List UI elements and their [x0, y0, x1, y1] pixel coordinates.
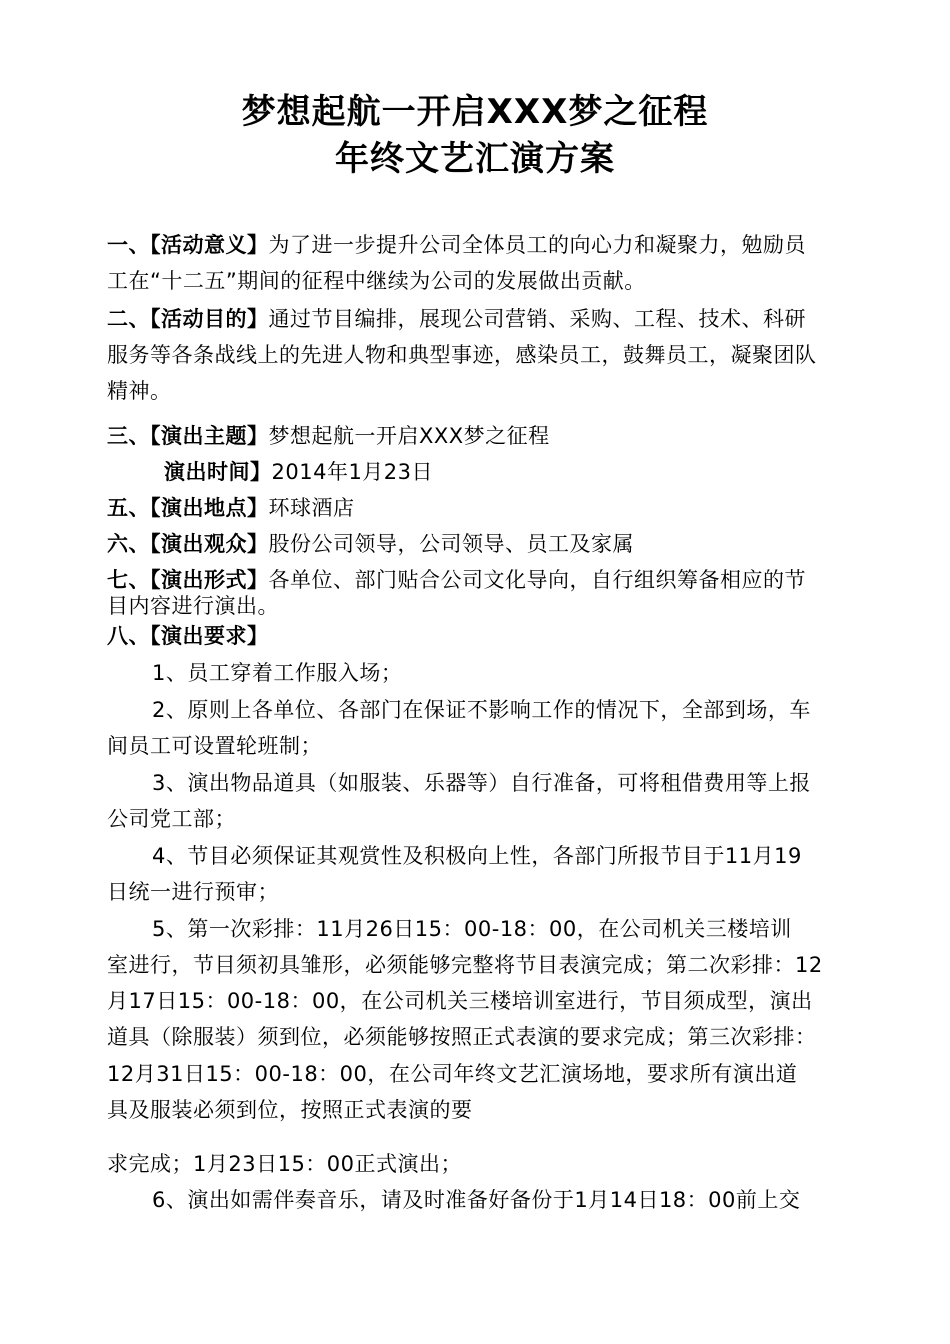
section-5-line: [107, 495, 355, 521]
section-7-label: 七、【演出形式】: [107, 568, 269, 592]
requirement-3-line-2: 公司党工部；: [107, 807, 236, 831]
section-3-label: 三、【演出主题】: [107, 424, 269, 448]
section-4-text: 2014年1月23日: [271, 460, 434, 484]
requirement-5-line-3: 月17日15：00-18：00，在公司机关三楼培训室进行，节目须成型，演出: [107, 989, 813, 1013]
section-5-label: 五、【演出地点】: [107, 496, 269, 520]
requirement-4-line-1: 4、节目必须保证其观赏性及积极向上性，各部门所报节目于11月19: [152, 844, 802, 868]
requirement-5-line-1: 5、第一次彩排：11月26日15：00-18：00，在公司机关三楼培训: [152, 917, 792, 941]
section-3-text: 梦想起航一开启XXX梦之征程: [268, 424, 550, 448]
requirement-2-line-1: 2、原则上各单位、各部门在保证不影响工作的情况下，全部到场，车: [152, 698, 811, 722]
requirement-6-line-1: 6、演出如需伴奏音乐，请及时准备好备份于1月14日18：00前上交: [152, 1188, 801, 1212]
section-8-label: 八、【演出要求】: [107, 624, 269, 648]
document-title: 梦想起航一开启XXX梦之征程: [241, 92, 709, 132]
requirement-5-line-4: 道具（除服装）须到位，必须能够按照正式表演的要求完成；第三次彩排：: [107, 1025, 817, 1049]
section-2-line-2: 服务等各条战线上的先进人物和典型事迹，感染员工，鼓舞员工，凝聚团队: [107, 343, 817, 367]
section-6-line: [107, 531, 634, 557]
section-1-line-2: 工在“十二五”期间的征程中继续为公司的发展做出贡献。: [107, 269, 646, 293]
requirement-2-line-2: 间员工可设置轮班制；: [107, 734, 322, 758]
document-subtitle: 年终文艺汇演方案: [335, 139, 615, 179]
requirement-3-line-1: 3、演出物品道具（如服装、乐器等）自行准备，可将租借费用等上报: [152, 771, 811, 795]
requirement-5-line-2: 室进行，节目须初具雏形，必须能够完整将节目表演完成；第二次彩排：12: [107, 953, 823, 977]
section-7-text: 各单位、部门贴合公司文化导向，自行组织筹备相应的节: [268, 568, 806, 592]
section-7-line-1: [107, 567, 806, 593]
section-2-line-3: 精神。: [107, 379, 172, 403]
section-2-label: 二、【活动目的】: [107, 307, 269, 331]
section-4-line: [164, 459, 433, 485]
section-7-line-2: 目内容进行演出。: [107, 594, 279, 618]
section-2-text: 通过节目编排，展现公司营销、采购、工程、技术、科研: [268, 307, 806, 331]
section-5-text: 环球酒店: [268, 496, 355, 520]
requirement-4-line-2: 日统一进行预审；: [107, 880, 279, 904]
requirement-1: 1、员工穿着工作服入场；: [152, 661, 403, 685]
requirement-5-line-5: 12月31日15：00-18：00，在公司年终文艺汇演场地，要求所有演出道: [107, 1062, 798, 1086]
section-6-text: 股份公司领导，公司领导、员工及家属: [268, 532, 634, 556]
section-2-line-1: [107, 306, 806, 332]
section-1-text: 为了进一步提升公司全体员工的向心力和凝聚力，勉励员: [268, 233, 806, 257]
section-6-label: 六、【演出观众】: [107, 532, 269, 556]
requirement-5-line-6: 具及服装必须到位，按照正式表演的要: [107, 1098, 473, 1122]
section-1-line-1: [107, 232, 806, 258]
requirement-5-line-7: 求完成；1月23日15：00正式演出；: [107, 1152, 463, 1176]
section-4-label: 演出时间】: [164, 460, 272, 484]
section-3-line: [107, 423, 550, 449]
section-1-label: 一、【活动意义】: [107, 233, 269, 257]
